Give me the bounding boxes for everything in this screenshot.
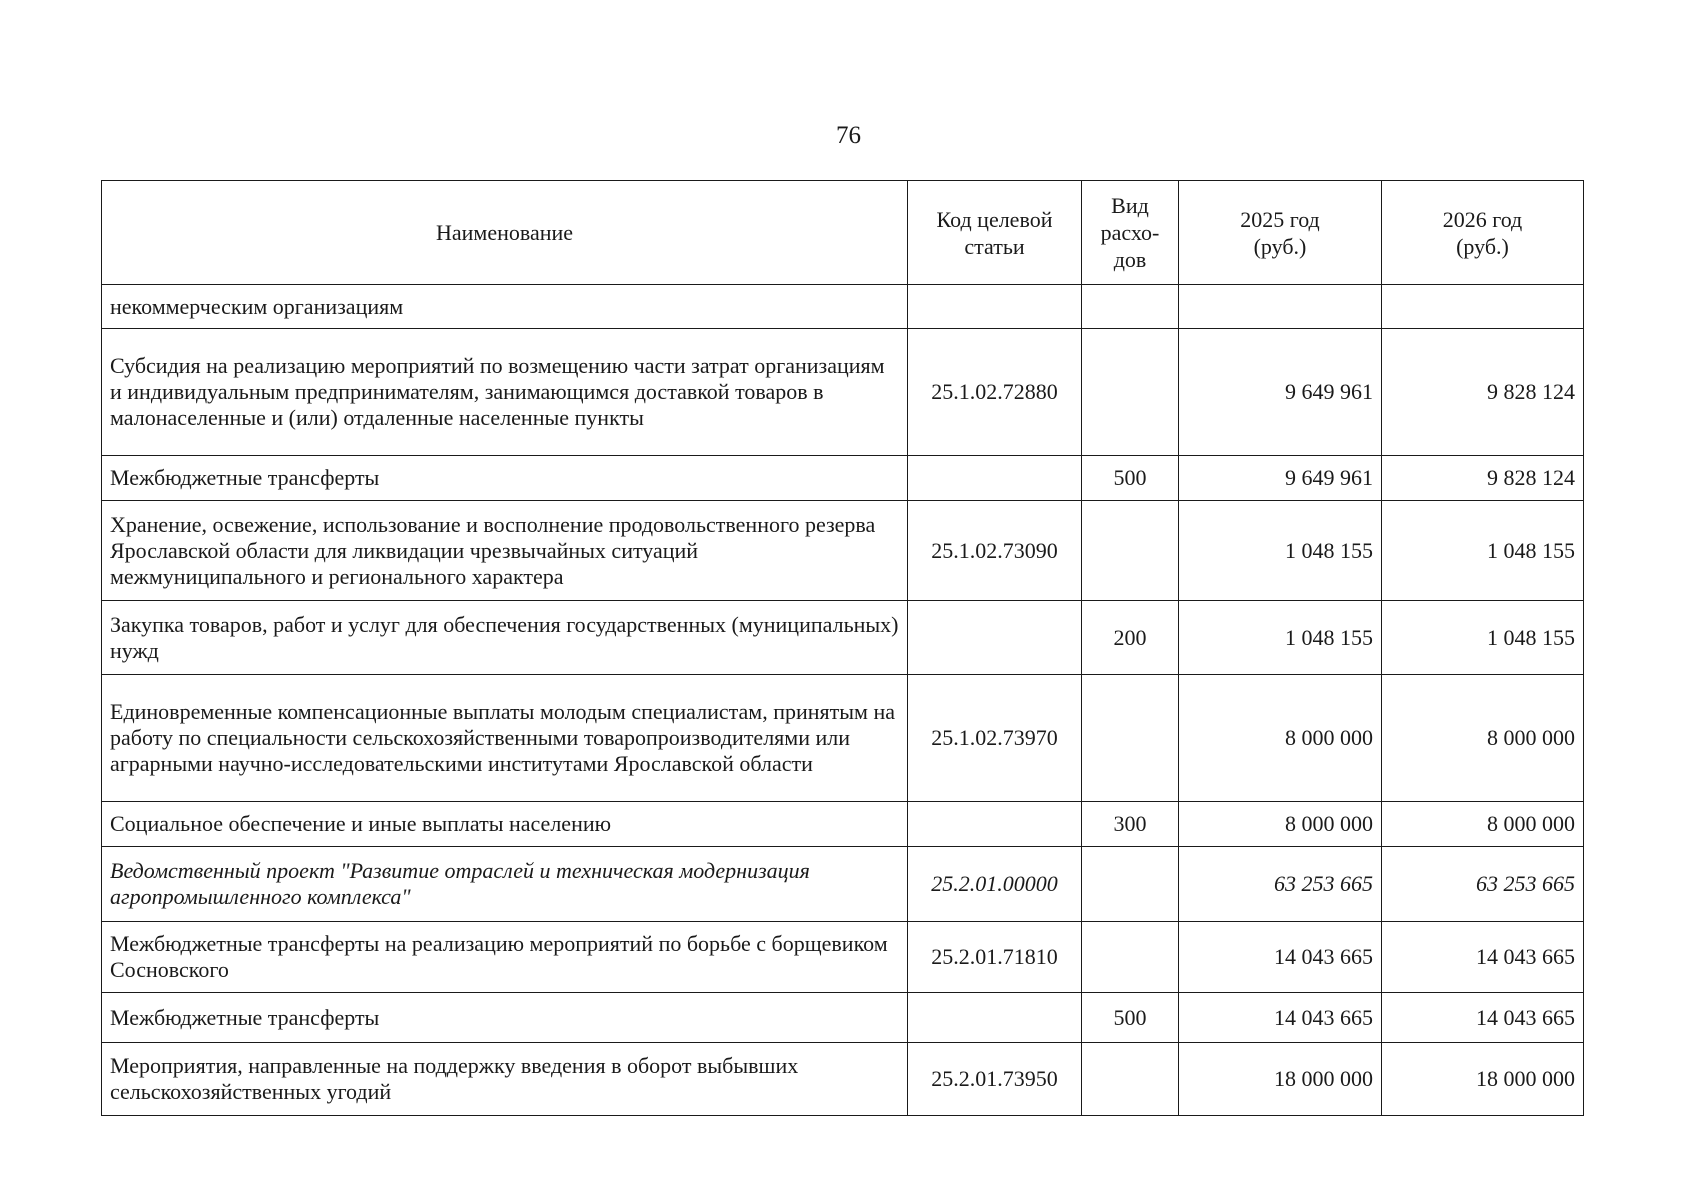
row-name: Единовременные компенсационные выплаты молодым специалистам, принятым на работу по специальности сельскохозяйственными товаропроизводителями или аграрными научно-исследовательскими институтами Ярославской области xyxy=(102,675,908,802)
row-2025: 1 048 155 xyxy=(1179,501,1382,601)
header-name: Наименование xyxy=(102,181,908,285)
row-kind xyxy=(1082,675,1179,802)
row-2026: 14 043 665 xyxy=(1382,993,1584,1043)
row-2026: 18 000 000 xyxy=(1382,1043,1584,1116)
row-2025: 14 043 665 xyxy=(1179,922,1382,993)
page-number: 76 xyxy=(836,122,861,149)
header-2026-line-1: 2026 год xyxy=(1442,206,1523,232)
budget-table xyxy=(101,180,1584,1116)
row-name: Субсидия на реализацию мероприятий по возмещению части затрат организациям и индивидуальным предпринимателям, занимающимся доставкой товаров в малонаселенные и (или) отдаленные населенные пункты xyxy=(102,329,908,456)
row-kind xyxy=(1082,285,1179,329)
table-row xyxy=(102,285,1584,329)
table-row xyxy=(102,501,1584,601)
table-header-row xyxy=(102,181,1584,285)
header-kind-line-1: Вид xyxy=(1111,193,1149,218)
row-2026 xyxy=(1382,285,1584,329)
row-name: Мероприятия, направленные на поддержку введения в оборот выбывших сельскохозяйственных угодий xyxy=(102,1043,908,1116)
table-row xyxy=(102,922,1584,993)
row-name: Ведомственный проект "Развитие отраслей и техническая модернизация агропромышленного комплекса" xyxy=(102,847,908,922)
row-kind: 500 xyxy=(1082,993,1179,1043)
table-row xyxy=(102,802,1584,847)
table-row xyxy=(102,847,1584,922)
header-2025 xyxy=(1179,181,1382,285)
table-row xyxy=(102,993,1584,1043)
row-kind xyxy=(1082,501,1179,601)
row-2025: 63 253 665 xyxy=(1179,847,1382,922)
row-2026: 9 828 124 xyxy=(1382,329,1584,456)
row-kind: 300 xyxy=(1082,802,1179,847)
row-code: 25.1.02.73970 xyxy=(908,675,1082,802)
row-2025: 9 649 961 xyxy=(1179,456,1382,501)
row-2025: 18 000 000 xyxy=(1179,1043,1382,1116)
row-code: 25.2.01.00000 xyxy=(908,847,1082,922)
row-name: Межбюджетные трансферты xyxy=(102,993,908,1043)
row-2026: 14 043 665 xyxy=(1382,922,1584,993)
header-code-line-1: Код целевой xyxy=(936,206,1053,232)
row-code xyxy=(908,285,1082,329)
row-code: 25.1.02.72880 xyxy=(908,329,1082,456)
row-name: Хранение, освежение, использование и восполнение продовольственного резерва Ярославской области для ликвидации чрезвычайных ситуаций межмуниципального и регионального характера xyxy=(102,501,908,601)
row-kind xyxy=(1082,329,1179,456)
row-name: некоммерческим организациям xyxy=(102,285,908,329)
row-name: Межбюджетные трансферты xyxy=(102,456,908,501)
row-2025: 8 000 000 xyxy=(1179,675,1382,802)
row-code xyxy=(908,802,1082,847)
row-2025: 14 043 665 xyxy=(1179,993,1382,1043)
row-2026: 1 048 155 xyxy=(1382,601,1584,675)
row-2026: 9 828 124 xyxy=(1382,456,1584,501)
table-row xyxy=(102,1043,1584,1116)
header-2026 xyxy=(1382,181,1584,285)
header-kind xyxy=(1082,181,1179,285)
row-2026: 63 253 665 xyxy=(1382,847,1584,922)
row-2025 xyxy=(1179,285,1382,329)
header-2025-line-2: (руб.) xyxy=(1253,233,1307,259)
row-2026: 8 000 000 xyxy=(1382,802,1584,847)
row-kind xyxy=(1082,847,1179,922)
header-kind-line-2: расхо- xyxy=(1100,220,1160,245)
table-row xyxy=(102,329,1584,456)
header-code xyxy=(908,181,1082,285)
row-name: Социальное обеспечение и иные выплаты населению xyxy=(102,802,908,847)
row-kind: 500 xyxy=(1082,456,1179,501)
header-code-line-2: статьи xyxy=(964,233,1025,259)
row-name: Закупка товаров, работ и услуг для обеспечения государственных (муниципальных) нужд xyxy=(102,601,908,675)
row-code xyxy=(908,456,1082,501)
row-kind: 200 xyxy=(1082,601,1179,675)
row-kind xyxy=(1082,1043,1179,1116)
row-2025: 1 048 155 xyxy=(1179,601,1382,675)
table-row xyxy=(102,456,1584,501)
row-code: 25.1.02.73090 xyxy=(908,501,1082,601)
header-2025-line-1: 2025 год xyxy=(1240,206,1320,232)
row-code: 25.2.01.73950 xyxy=(908,1043,1082,1116)
row-name: Межбюджетные трансферты на реализацию мероприятий по борьбе с борщевиком Сосновского xyxy=(102,922,908,993)
row-code xyxy=(908,601,1082,675)
row-2025: 9 649 961 xyxy=(1179,329,1382,456)
row-code xyxy=(908,993,1082,1043)
row-code: 25.2.01.71810 xyxy=(908,922,1082,993)
row-kind xyxy=(1082,922,1179,993)
header-kind-line-3: дов xyxy=(1113,247,1147,272)
row-2026: 1 048 155 xyxy=(1382,501,1584,601)
row-2025: 8 000 000 xyxy=(1179,802,1382,847)
row-2026: 8 000 000 xyxy=(1382,675,1584,802)
table-row xyxy=(102,601,1584,675)
table-row xyxy=(102,675,1584,802)
header-2026-line-2: (руб.) xyxy=(1456,233,1509,259)
